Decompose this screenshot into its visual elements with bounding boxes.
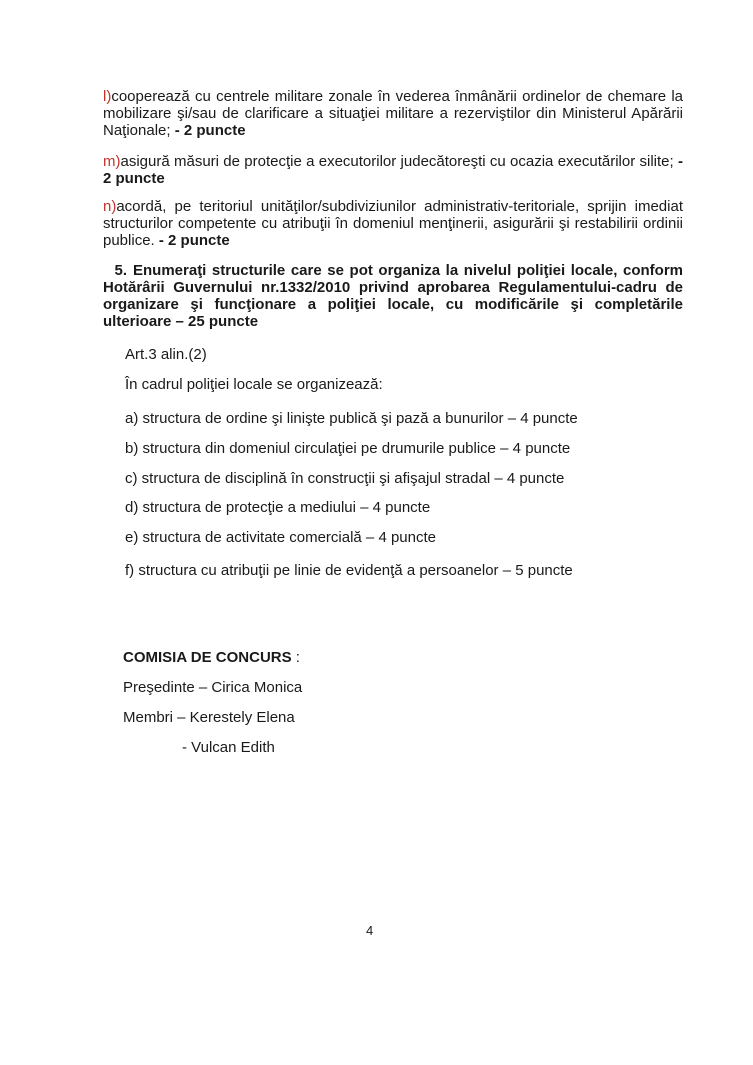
- item-points: - 2 puncte: [103, 153, 683, 187]
- item-text: cooperează cu centrele militare zonale în vederea înmânării ordinelor de chemare la mobilizare şi/sau de clarificare a situaţiei militare a rezerviştilor din Ministerul Apărării Naţionale;: [103, 88, 683, 139]
- item-text: asigură măsuri de protecţie a executorilor judecătoreşti cu ocazia executărilor silite;: [120, 153, 674, 170]
- question-5: [103, 262, 683, 330]
- commission-heading: [123, 649, 300, 666]
- item-text: acordă, pe teritoriul unităţilor/subdiviziunilor administrativ-teritoriale, sprijin imediat structurilor competente cu atribuţii în domeniul menţinerii, asigurării şi restabilirii ordinii publice.: [103, 198, 683, 249]
- item-m: [103, 153, 683, 187]
- page-number: 4: [366, 923, 374, 938]
- item-points: - 2 puncte: [158, 232, 230, 249]
- answer-intro: În cadrul poliţiei locale se organizează:: [125, 376, 383, 393]
- item-letter: n): [103, 198, 117, 215]
- answer-item-f: f) structura cu atribuţii pe linie de evidenţă a persoanelor – 5 puncte: [125, 562, 573, 579]
- commission-member-2: - Vulcan Edith: [182, 739, 275, 756]
- commission-president: Preşedinte – Cirica Monica: [123, 679, 303, 696]
- answer-item-a: a) structura de ordine şi linişte publică şi pază a bunurilor – 4 puncte: [125, 410, 578, 427]
- item-letter: l): [103, 88, 112, 105]
- answer-item-e: e) structura de activitate comercială – 4 puncte: [125, 529, 436, 546]
- answer-item-c: c) structura de disciplină în construcţii şi afişajul stradal – 4 puncte: [125, 470, 565, 487]
- question-number: 5.: [114, 262, 127, 279]
- item-letter: m): [103, 153, 121, 170]
- commission-colon: :: [295, 649, 300, 666]
- answer-reference: Art.3 alin.(2): [125, 346, 207, 363]
- question-text: Enumeraţi structurile care se pot organiza la nivelul poliţiei locale, conform Hotărârii Guvernului nr.1332/2010 privind aprobarea Regulamentului-cadru de organizare şi funcţionare a poliţiei locale, cu modificările şi completările ulterioare – 25 puncte: [103, 262, 683, 330]
- item-l: [103, 88, 683, 139]
- answer-item-b: b) structura din domeniul circulaţiei pe drumurile publice – 4 puncte: [125, 440, 571, 457]
- commission-members: Membri – Kerestely Elena: [123, 709, 295, 726]
- answer-item-d: d) structura de protecţie a mediului – 4 puncte: [125, 499, 431, 516]
- commission-title: COMISIA DE CONCURS: [123, 649, 292, 666]
- item-points: - 2 puncte: [174, 122, 246, 139]
- item-n: [103, 198, 683, 249]
